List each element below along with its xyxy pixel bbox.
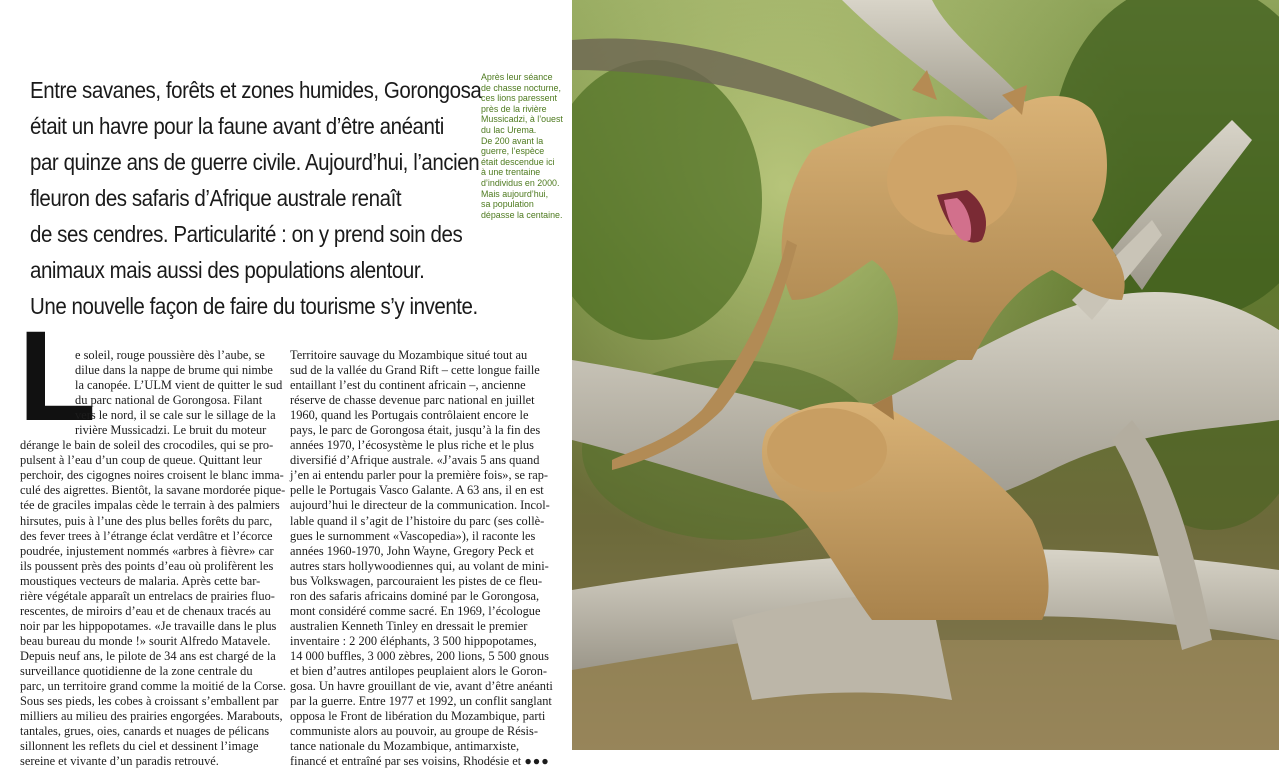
article-line: j’en ai entendu parler pour la première fois», se rap-	[290, 468, 549, 483]
article-line: sereine et vivante d’un paradis retrouvé.	[20, 754, 219, 769]
article-line: rière végétale apparaît un entrelacs de prairies fluo-	[20, 588, 275, 603]
article-line: réserve de chasse devenue parc national en juillet	[290, 393, 535, 408]
caption-line: guerre, l’espèce	[481, 146, 545, 157]
intro-line: Une nouvelle façon de faire du tourisme s’y invente.	[30, 293, 478, 319]
article-line: diversifié d’Afrique australe. «J’avais 5 ans quand	[290, 453, 540, 468]
caption-line: près de la rivière	[481, 103, 547, 114]
article-line: 14 000 buffles, 3 000 zèbres, 200 lions, 5 500 gnous	[290, 648, 549, 663]
caption-line: d’individus en 2000.	[481, 177, 560, 188]
article-line: la canopée. L’ULM vient de quitter le sud	[75, 378, 283, 393]
photo-caption	[481, 72, 571, 220]
article-line: hirsutes, puis à l’une des plus belles forêts du parc,	[20, 513, 273, 528]
article-line: des fever trees à l’étrange éclat verdâtre et l’écorce	[20, 528, 273, 543]
article-line: inventaire : 2 200 éléphants, 3 500 hippopotames,	[290, 633, 537, 648]
article-line: années 1960-1970, John Wayne, Gregory Peck et	[290, 543, 534, 558]
caption-line: à une trentaine	[481, 167, 541, 178]
caption-line: du lac Urema.	[481, 124, 537, 135]
article-line: ron des safaris africains dominé par le Gorongosa,	[290, 588, 540, 603]
caption-line: Mais aujourd’hui,	[481, 188, 549, 199]
article-line: gosa. Un havre grouillant de vie, avant d’être anéanti	[290, 679, 553, 694]
caption-line: Après leur séance	[481, 72, 553, 82]
article-line: ils poussent près des points d’eau où prolifèrent les	[20, 558, 274, 573]
article-line: tance nationale du Mozambique, antimarxiste,	[290, 739, 520, 754]
article-line: sud de la vallée du Grand Rift – cette longue faille	[290, 363, 540, 378]
article-line: pulsent à l’eau d’un coup de queue. Quittant leur	[20, 453, 262, 468]
intro-line: fleuron des safaris d’Afrique australe renaît	[30, 185, 402, 211]
caption-line: ces lions paressent	[481, 93, 557, 104]
article-line: financé et entraîné par ses voisins, Rhodésie et	[290, 754, 522, 769]
left-page	[0, 0, 572, 769]
caption-line: De 200 avant la	[481, 135, 544, 146]
article-line: noir par les hippopotames. «Je travaille dans le plus	[20, 618, 277, 633]
article-line: e soleil, rouge poussière dès l’aube, se	[75, 348, 265, 362]
intro-line: animaux mais aussi des populations alentour.	[30, 257, 425, 283]
article-line: vers le nord, il se cale sur le sillage de la	[75, 408, 276, 423]
article-line: rivière Mussicadzi. Le bruit du moteur	[75, 423, 267, 438]
article-line: perchoir, des cigognes noires croisent le blanc imma-	[20, 468, 284, 483]
article-line: Depuis neuf ans, le pilote de 34 ans est chargé de la	[20, 648, 276, 663]
article-line: aujourd’hui le directeur de la communication. Incol-	[290, 498, 550, 513]
caption-line: était descendue ici	[481, 156, 555, 167]
article-line: lable quand il s’agit de l’histoire du parc (ses collè-	[290, 513, 545, 528]
article-line: bus Volkswagen, parcouraient les pistes de ce fleu-	[290, 573, 543, 588]
article-line: années 1970, l’écosystème le plus riche et le plus	[290, 438, 534, 453]
article-line: 1960, quand les Portugais contrôlaient encore le	[290, 408, 529, 423]
article-line: Sous ses pieds, les cobes à croissant s’emballent par	[20, 694, 279, 709]
article-line: Territoire sauvage du Mozambique situé tout au	[290, 348, 528, 362]
article-line: australien Kenneth Tinley en dressait le premier	[290, 618, 528, 633]
article-line: sillonnent les reflets du ciel et dessinent l’image	[20, 739, 259, 754]
article-column-2	[290, 348, 553, 769]
continued-marker: ●●●	[524, 754, 550, 769]
article-last-line	[290, 754, 550, 769]
article-line: opposa le Front de libération du Mozambique, parti	[290, 709, 546, 724]
article-line: culé des aigrettes. Bientôt, la savane mordorée pique-	[20, 483, 286, 498]
intro-line: par quinze ans de guerre civile. Aujourd’hui, l’ancien	[30, 149, 480, 175]
caption-line: dépasse la centaine.	[481, 209, 563, 220]
article-line: du parc national de Gorongosa. Filant	[75, 393, 263, 408]
lions-on-deadwood-image	[572, 0, 1279, 750]
caption-line: Mussicadzi, à l’ouest	[481, 114, 563, 125]
article-column-1	[20, 348, 286, 769]
article-line: parc, un territoire grand comme la moitié de la Corse.	[20, 679, 286, 694]
article-line: surveillance quotidienne de la zone centrale du	[20, 663, 253, 678]
article-line: autres stars hollywoodiennes qui, au volant de mini-	[290, 558, 549, 573]
intro-line: était un havre pour la faune avant d’être anéanti	[30, 113, 444, 139]
article-line: et bien d’autres antilopes peuplaient alors le Goron-	[290, 663, 548, 678]
intro-line: Entre savanes, forêts et zones humides, Gorongosa	[30, 77, 482, 103]
drop-cap: L	[18, 305, 97, 448]
caption-line: sa population	[481, 199, 534, 210]
intro-paragraph	[30, 72, 482, 324]
article-line: par la guerre. Entre 1977 et 1992, un conflit sanglant	[290, 694, 552, 709]
article-line: mont considéré comme sacré. En 1969, l’écologue	[290, 603, 541, 618]
intro-line: de ses cendres. Particularité : on y prend soin des	[30, 221, 463, 247]
article-line: gues le surnomment «Vascopedia»), il raconte les	[290, 528, 536, 543]
article-line: communiste alors au pouvoir, au groupe de Résis-	[290, 724, 538, 739]
article-line: entaillant l’est du continent africain –, ancienne	[290, 378, 526, 393]
article-line: pelle le Portugais Vasco Galante. A 63 ans, il en est	[290, 483, 544, 498]
article-line: rescentes, de miroirs d’eau et de chenaux tracés au	[20, 603, 271, 618]
caption-line: de chasse nocturne,	[481, 82, 561, 93]
article-line: moustiques vecteurs de malaria. Après cette bar-	[20, 573, 261, 588]
article-line: beau bureau du monde !» sourit Alfredo Matavele.	[20, 633, 271, 648]
article-line: milliers au milieu des prairies engorgées. Marabouts,	[20, 709, 283, 724]
lion-photo	[572, 0, 1279, 750]
article-line: tantales, grues, oies, canards et nuages de pélicans	[20, 724, 270, 739]
article-line: pays, le parc de Gorongosa était, jusqu’à la fin des	[290, 423, 541, 438]
article-line: dilue dans la nappe de brume qui nimbe	[75, 363, 273, 378]
article-line: dérange le bain de soleil des crocodiles, qui se pro-	[20, 438, 274, 453]
article-line: tée de graciles impalas cède le terrain à des palmiers	[20, 498, 280, 513]
article-line: poudrée, injustement nommés «arbres à fièvre» car	[20, 543, 274, 558]
